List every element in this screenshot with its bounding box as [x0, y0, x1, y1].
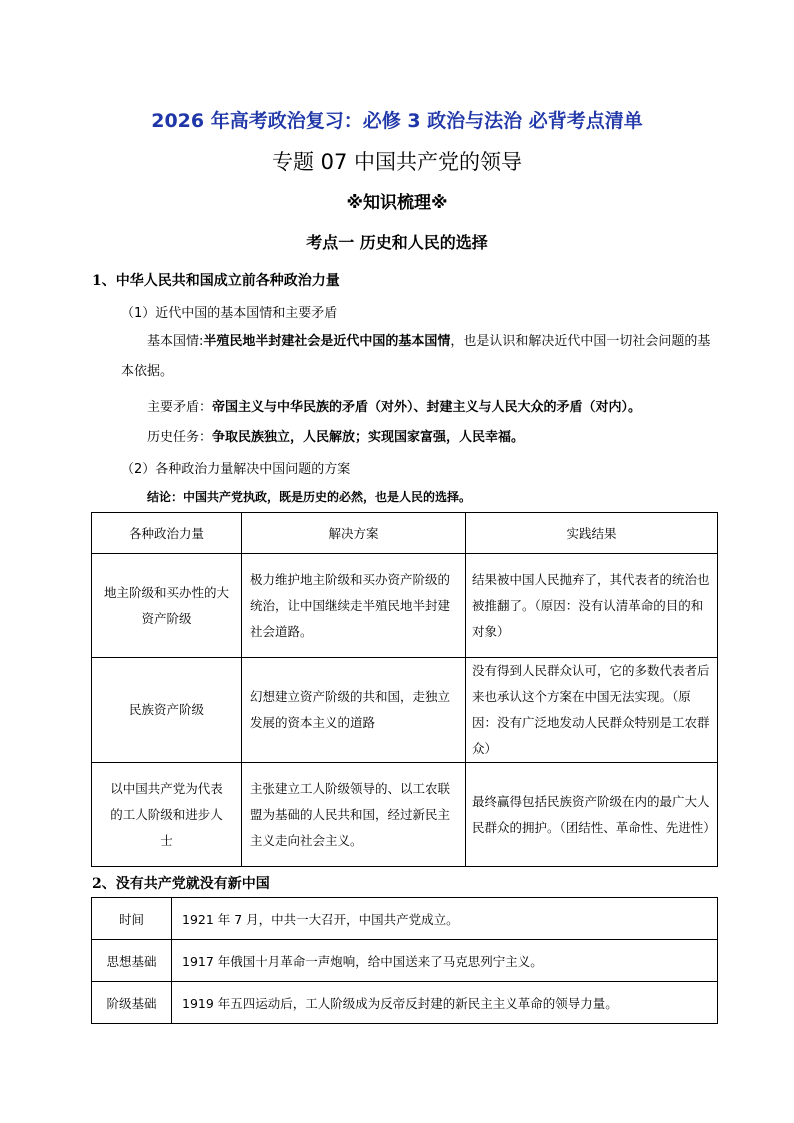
- main-title: 2026 年高考政治复习：必修 3 政治与法治 必背考点清单: [151, 110, 643, 132]
- table-row: [92, 982, 718, 1024]
- result-cell: 没有得到人民群众认可，它的多数代表者后来也承认这个方案在中国无法实现。（原因：没有广泛地发动人民群众特别是工农群众）: [466, 658, 718, 763]
- conclusion-text: 结论：中国共产党执政，既是历史的必然，也是人民的选择。: [147, 490, 472, 504]
- key-cell: 思想基础: [92, 940, 172, 982]
- basic-bold: 半殖民地半封建社会是近代中国的基本国情: [203, 334, 451, 349]
- header-plan: 解决方案: [242, 513, 466, 554]
- party-founding-table: [91, 897, 718, 1024]
- header-force: 各种政治力量: [92, 513, 242, 554]
- section-title: ※知识梳理※: [346, 193, 448, 213]
- value-cell: 1921 年 7 月，中共一大召开，中国共产党成立。: [172, 898, 718, 940]
- table-row: [92, 658, 718, 763]
- force-cell: 以中国共产党为代表的工人阶级和进步人士: [92, 763, 242, 867]
- political-forces-table: [91, 512, 718, 867]
- basic-label: 基本国情:: [147, 334, 204, 349]
- basic-rest: ，也是认识和解决近代中国一切社会问题的基本依据。: [121, 334, 711, 379]
- key-cell: 阶级基础: [92, 982, 172, 1024]
- section1-heading: 1、中华人民共和国成立前各种政治力量: [92, 273, 340, 289]
- subsection1-heading: （1）近代中国的基本国情和主要矛盾: [121, 306, 338, 321]
- plan-cell: 幻想建立资产阶级的共和国，走独立发展的资本主义的道路: [242, 658, 466, 763]
- key-cell: 时间: [92, 898, 172, 940]
- table-header-row: [92, 513, 718, 554]
- force-cell: 民族资产阶级: [92, 658, 242, 763]
- plan-cell: 主张建立工人阶级领导的、以工农联盟为基础的人民共和国，经过新民主主义走向社会主义。: [242, 763, 466, 867]
- topic-title: 专题 07 中国共产党的领导: [271, 150, 523, 174]
- task-line: [147, 426, 524, 445]
- table-row: [92, 763, 718, 867]
- result-cell: 最终赢得包括民族资产阶级在内的最广大人民群众的拥护。（团结性、革命性、先进性）: [466, 763, 718, 867]
- task-label: 历史任务：: [147, 430, 213, 445]
- result-cell: 结果被中国人民抛弃了，其代表者的统治也被推翻了。（原因：没有认清革命的目的和对象）: [466, 554, 718, 658]
- value-cell: 1917 年俄国十月革命一声炮响，给中国送来了马克思列宁主义。: [172, 940, 718, 982]
- plan-cell: 极力维护地主阶级和买办资产阶级的统治，让中国继续走半殖民地半封建社会道路。: [242, 554, 466, 658]
- contradiction-text: 帝国主义与中华民族的矛盾（对外）、封建主义与人民大众的矛盾（对内）。: [212, 400, 642, 415]
- contradiction-label: 主要矛盾：: [147, 400, 213, 415]
- contradiction-line: [147, 396, 641, 415]
- point-title: 考点一 历史和人民的选择: [306, 233, 488, 252]
- header-result: 实践结果: [466, 513, 718, 554]
- table-row: [92, 940, 718, 982]
- force-cell: 地主阶级和买办性的大资产阶级: [92, 554, 242, 658]
- task-text: 争取民族独立，人民解放；实现国家富强，人民幸福。: [212, 430, 525, 445]
- basic-situation-paragraph: [121, 327, 721, 387]
- section2-heading: 2、没有共产党就没有新中国: [92, 876, 270, 892]
- value-cell: 1919 年五四运动后，工人阶级成为反帝反封建的新民主主义革命的领导力量。: [172, 982, 718, 1024]
- subsection2-heading: （2）各种政治力量解决中国问题的方案: [121, 462, 351, 477]
- table-row: [92, 554, 718, 658]
- table-row: [92, 898, 718, 940]
